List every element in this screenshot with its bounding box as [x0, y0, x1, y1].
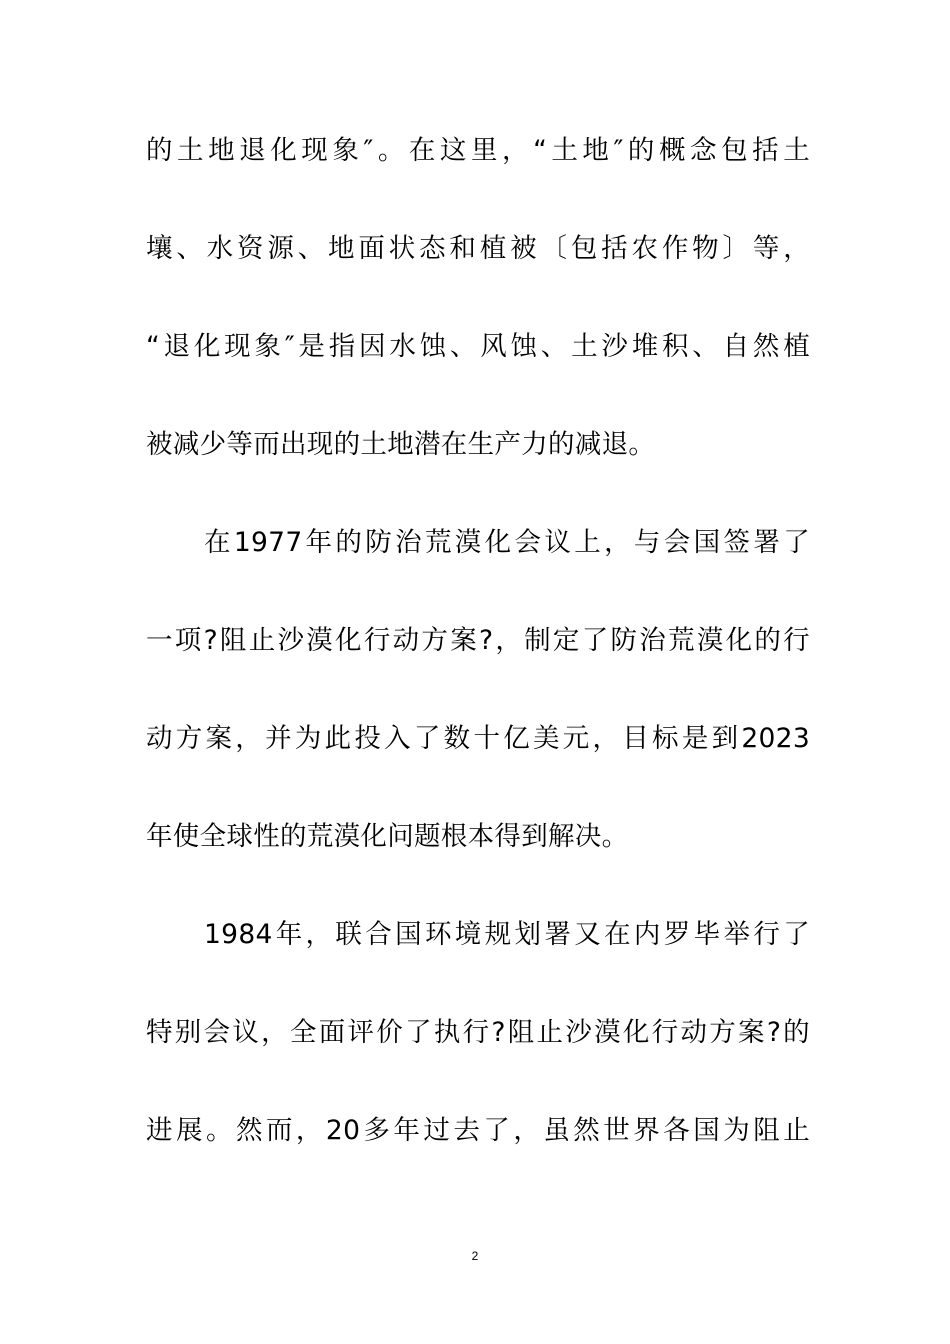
text-line: 年使全球性的荒漠化问题根本得到解决。 [146, 821, 629, 852]
page-number: 2 [471, 1249, 479, 1263]
text-line: 被减少等而出现的土地潜在生产力的减退。 [146, 429, 656, 460]
paragraph-start-line: 1984年，联合国环境规划署又在内罗毕举行了 [204, 919, 810, 950]
text-line: 壤、水资源、地面状态和植被〔包括农作物〕等， [146, 233, 810, 264]
text-line: 动方案，并为此投入了数十亿美元，目标是到2023 [146, 723, 810, 754]
body-text [146, 126, 810, 1204]
text-line: 的土地退化现象″。在这里，“土地″的概念包括土 [146, 135, 810, 166]
paragraph-start-line: 在1977年的防治荒漠化会议上，与会国签署了 [204, 527, 810, 558]
text-line: 一项?阻止沙漠化行动方案?，制定了防治荒漠化的行 [146, 625, 810, 656]
text-line: “退化现象″是指因水蚀、风蚀、土沙堆积、自然植 [146, 331, 810, 362]
text-line: 进展。然而，20多年过去了，虽然世界各国为阻止 [146, 1115, 810, 1146]
text-line: 特别会议，全面评价了执行?阻止沙漠化行动方案?的 [146, 1017, 810, 1048]
